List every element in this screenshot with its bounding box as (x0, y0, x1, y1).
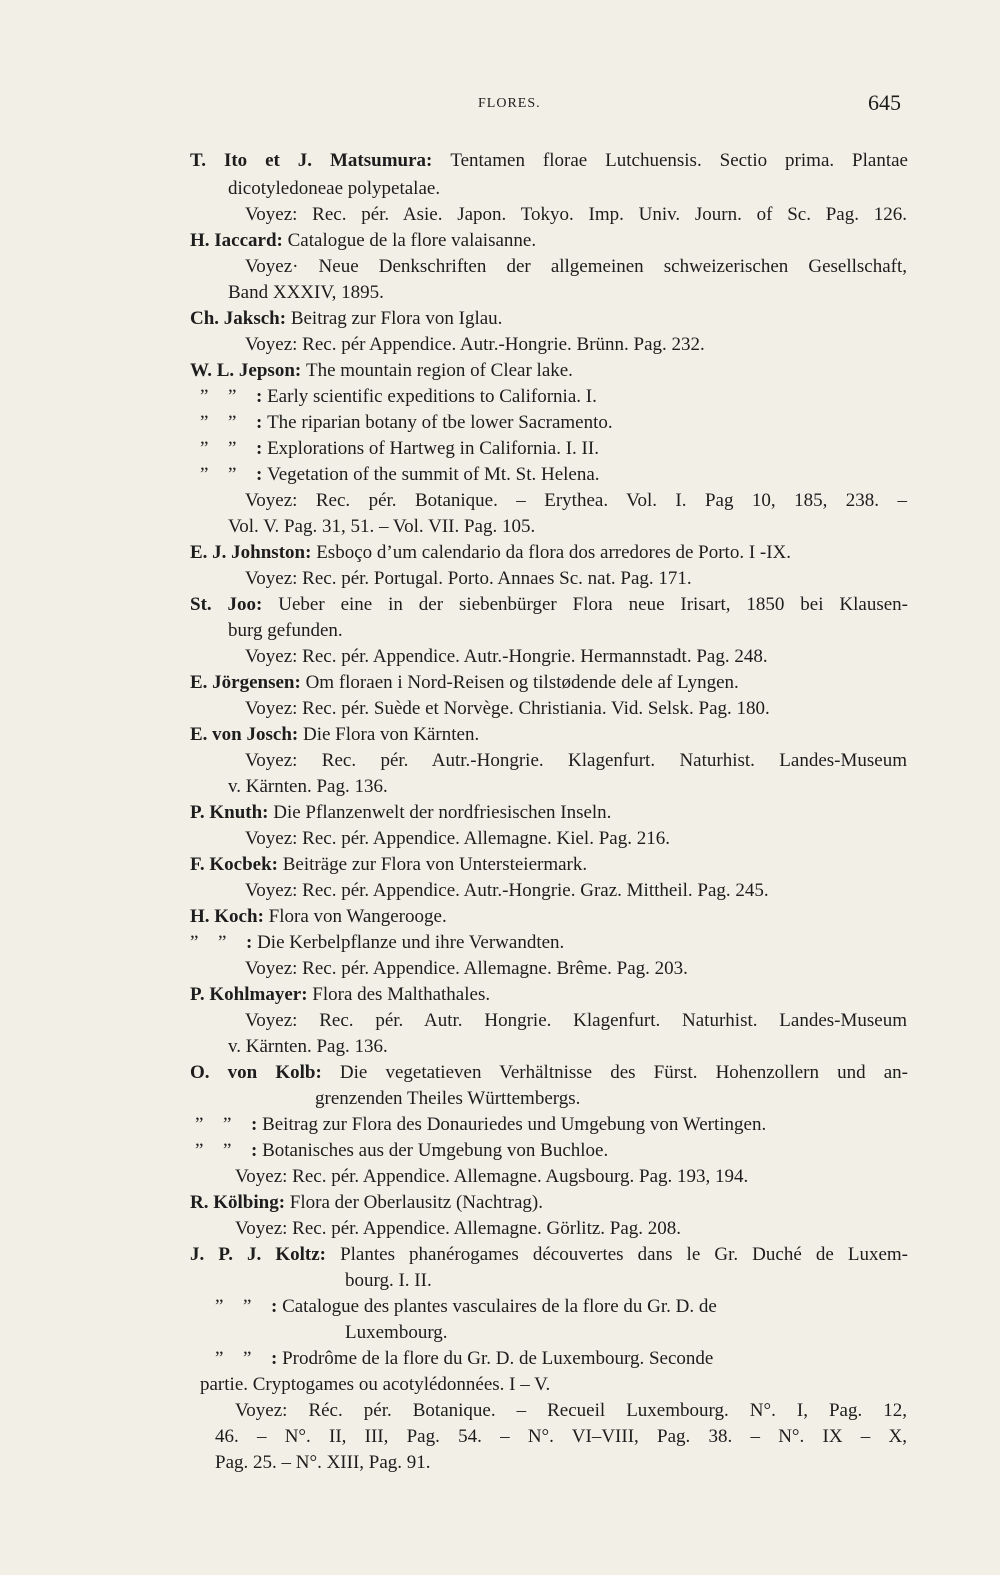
entry-text: Voyez: Rec. pér. Autr. Hongrie. Klagenfurt. Naturhist. Landes-Museum (245, 1010, 907, 1031)
ditto-mark: ” (190, 932, 199, 953)
entry-heading-line (190, 306, 590, 332)
author-name: E. Jörgensen (190, 672, 295, 693)
author-name: Ch. Jaksch (190, 308, 280, 329)
entry-text: v. Kärnten. Pag. 136. (228, 776, 388, 797)
entry-text-line (215, 1294, 907, 1320)
entry-text-line (245, 748, 907, 774)
entry-text: Voyez: Rec. pér. Suède et Norvège. Christiania. Vid. Selsk. Pag. 180. (245, 698, 770, 719)
entry-text: Voyez: Rec. pér. Portugal. Porto. Annaes Sc. nat. Pag. 171. (245, 568, 692, 589)
entry-heading-line (190, 982, 560, 1008)
ditto-mark: ” (228, 412, 237, 433)
entry-text: Prodrôme de la flore du Gr. D. de Luxembourg. Seconde (282, 1348, 714, 1369)
colon-separator: : (256, 438, 268, 459)
colon-separator: : (271, 854, 283, 875)
entry-text: Voyez: Rec. pér. Appendice. Allemagne. Kiel. Pag. 216. (245, 828, 670, 849)
entry-heading-line (190, 1060, 908, 1086)
entry-text: bourg. I. II. (345, 1270, 432, 1291)
entry-heading-line (190, 722, 480, 748)
entry-text: burg gefunden. (228, 620, 343, 641)
entry-text-line (200, 410, 780, 436)
ditto-mark: ” (200, 438, 209, 459)
colon-separator: : (262, 802, 274, 823)
colon-separator: : (278, 1192, 290, 1213)
entry-heading-line (190, 670, 850, 696)
ditto-mark: ” (243, 1348, 252, 1369)
colon-separator: : (271, 1296, 283, 1317)
entry-text: partie. Cryptogames ou acotylédonnées. I – V. (200, 1374, 551, 1395)
author-name: St. Joo (190, 594, 257, 615)
ditto-mark: ” (215, 1296, 224, 1317)
entry-text: Band XXXIV, 1895. (228, 282, 384, 303)
entry-heading-line (190, 1242, 908, 1268)
entry-text: Die Pflanzenwelt der nordfriesischen Inseln. (273, 802, 612, 823)
colon-separator: : (291, 724, 303, 745)
entry-text-line (228, 774, 428, 800)
entry-text: Voyez: Rec. pér. Appendice. Autr.-Hongrie. Graz. Mittheil. Pag. 245. (245, 880, 769, 901)
colon-separator: : (251, 1140, 263, 1161)
colon-separator: : (315, 1062, 340, 1083)
colon-separator: : (271, 1348, 283, 1369)
author-name: R. Kölbing (190, 1192, 279, 1213)
colon-separator: : (256, 594, 279, 615)
entry-text: Voyez: Rec. pér. Asie. Japon. Tokyo. Imp. Univ. Journ. of Sc. Pag. 126. (245, 204, 907, 225)
author-name: P. Knuth (190, 802, 263, 823)
entry-heading-line (190, 852, 660, 878)
author-name: O. von Kolb (190, 1062, 316, 1083)
entry-heading-line (190, 1190, 620, 1216)
entry-text-line (245, 254, 907, 280)
author-name: T. Ito et J. Matsumura (190, 150, 427, 171)
entry-text: dicotyledoneae polypetalae. (228, 178, 441, 199)
author-name: W. L. Jepson (190, 360, 295, 381)
entry-text-line (228, 618, 378, 644)
entry-text: Pag. 25. – N°. XIII, Pag. 91. (215, 1452, 431, 1473)
entry-text-line (245, 566, 805, 592)
entry-heading-line (190, 148, 908, 174)
entry-text-line (200, 462, 760, 488)
entry-text: Die vegetatieven Verhältnisse des Fürst. Hohenzollern und an- (339, 1062, 908, 1083)
entry-text: grenzenden Theiles Württembergs. (315, 1088, 581, 1109)
ditto-mark: ” (228, 464, 237, 485)
entry-text-line (228, 176, 488, 202)
colon-separator: : (276, 230, 288, 251)
ditto-mark: ” (200, 386, 209, 407)
entry-text: Beiträge zur Flora von Untersteiermark. (282, 854, 588, 875)
ditto-mark: ” (223, 1114, 232, 1135)
entry-text-line (245, 202, 907, 228)
entry-text-line (235, 1216, 775, 1242)
ditto-mark: ” (228, 438, 237, 459)
entry-text: Die Flora von Kärnten. (302, 724, 480, 745)
colon-separator: : (319, 1244, 341, 1265)
running-title: FLORES. (478, 96, 541, 111)
page-number: 645 (868, 90, 901, 115)
entry-text-line (245, 696, 879, 722)
entry-text: Catalogue des plantes vasculaires de la flore du Gr. D. de (282, 1296, 717, 1317)
colon-separator: : (251, 1114, 263, 1135)
author-name: F. Kocbek (190, 854, 272, 875)
author-name: H. Iaccard (190, 230, 277, 251)
entry-text-line (245, 488, 907, 514)
entry-text: Voyez: Rec. pér. Botanique. – Erythea. Vol. I. Pag 10, 185, 238. – (245, 490, 907, 511)
colon-separator: : (294, 360, 306, 381)
entry-text: The riparian botany of tbe lower Sacramento. (267, 412, 613, 433)
entry-text: Ueber eine in der siebenbürger Flora neue Irisart, 1850 bei Klausen- (278, 594, 908, 615)
entry-text-line (245, 826, 755, 852)
entry-text-line (200, 1372, 630, 1398)
author-name: H. Koch (190, 906, 258, 927)
entry-text-line (245, 1008, 907, 1034)
entry-text: Voyez: Rec. pér. Appendice. Allemagne. Brême. Pag. 203. (245, 958, 688, 979)
entry-text-line (345, 1268, 465, 1294)
entry-text: Voyez: Rec. pér Appendice. Autr.-Hongrie. Brünn. Pag. 232. (245, 334, 705, 355)
ditto-mark: ” (200, 464, 209, 485)
entry-text-line (315, 1086, 645, 1112)
entry-text-line (215, 1450, 505, 1476)
entry-text: v. Kärnten. Pag. 136. (228, 1036, 388, 1057)
author-name: J. P. J. Koltz (190, 1244, 320, 1265)
entry-text: Flora von Wangerooge. (268, 906, 447, 927)
entry-text-line (200, 384, 720, 410)
entry-text: Vegetation of the summit of Mt. St. Helena. (267, 464, 600, 485)
entry-text: 46. – N°. II, III, Pag. 54. – N°. VI–VIII, Pag. 38. – N°. IX – X, (215, 1426, 907, 1447)
entry-text-line (228, 280, 428, 306)
ditto-mark: ” (195, 1114, 204, 1135)
entry-heading-line (190, 228, 600, 254)
colon-separator: : (301, 984, 313, 1005)
ditto-mark: ” (218, 932, 227, 953)
entry-text-line (235, 1164, 855, 1190)
entry-text: Flora des Malthathales. (312, 984, 491, 1005)
colon-separator: : (305, 542, 317, 563)
entry-text: Voyez: Réc. pér. Botanique. – Recueil Luxembourg. N°. I, Pag. 12, (235, 1400, 907, 1421)
entry-heading-line (190, 904, 510, 930)
entry-text: Esboço d’um calendario da flora dos arredores de Porto. I -IX. (316, 542, 792, 563)
entry-heading-line (190, 358, 650, 384)
colon-separator: : (256, 412, 268, 433)
entry-heading-line (190, 800, 680, 826)
entry-text: Voyez: Rec. pér. Appendice. Autr.-Hongrie. Hermannstadt. Pag. 248. (245, 646, 768, 667)
ditto-mark: ” (228, 386, 237, 407)
entry-heading-line (190, 592, 908, 618)
entry-text-line (195, 1112, 907, 1138)
entry-text: Voyez: Rec. pér. Appendice. Allemagne. Görlitz. Pag. 208. (235, 1218, 682, 1239)
entry-text: Plantes phanérogames découvertes dans le Gr. Duché de Luxem- (340, 1244, 908, 1265)
ditto-mark: ” (215, 1348, 224, 1369)
ditto-mark: ” (195, 1140, 204, 1161)
entry-text: Tentamen florae Lutchuensis. Sectio prima. Plantae (450, 150, 908, 171)
entry-text-line (215, 1424, 907, 1450)
entry-text: Die Kerbelpflanze und ihre Verwandten. (257, 932, 565, 953)
entry-text: Beitrag zur Flora von Iglau. (290, 308, 503, 329)
entry-text-line (190, 930, 660, 956)
ditto-mark: ” (243, 1296, 252, 1317)
entry-heading-line (190, 540, 908, 566)
page-header (0, 90, 1000, 130)
entry-text: Vol. V. Pag. 31, 51. – Vol. VII. Pag. 105. (228, 516, 536, 537)
entry-text-line (228, 1034, 398, 1060)
entry-text-line (245, 956, 775, 982)
entry-text-line (345, 1320, 495, 1346)
entry-text-line (200, 436, 760, 462)
entry-text: Flora der Oberlausitz (Nachtrag). (289, 1192, 544, 1213)
author-name: E. J. Johnston (190, 542, 306, 563)
entry-text-line (245, 644, 877, 670)
entry-text: The mountain region of Clear lake. (305, 360, 573, 381)
entry-text: Explorations of Hartweg in California. I. II. (267, 438, 599, 459)
entry-text-line (235, 1398, 907, 1424)
entry-text-line (245, 332, 805, 358)
entry-text: Early scientific expeditions to California. I. (267, 386, 597, 407)
entry-text: Catalogue de la flore valaisanne. (287, 230, 537, 251)
colon-separator: : (256, 464, 268, 485)
entry-text: Voyez: Rec. pér. Autr.-Hongrie. Klagenfurt. Naturhist. Landes-Museum (245, 750, 907, 771)
author-name: P. Kohlmayer (190, 984, 302, 1005)
author-name: E. von Josch (190, 724, 292, 745)
entry-text: Voyez: Rec. pér. Appendice. Allemagne. Augsbourg. Pag. 193, 194. (235, 1166, 749, 1187)
colon-separator: : (294, 672, 306, 693)
colon-separator: : (279, 308, 291, 329)
entry-text: Beitrag zur Flora des Donauriedes und Umgebung von Wertingen. (262, 1114, 767, 1135)
colon-separator: : (256, 386, 268, 407)
entry-text-line (215, 1346, 907, 1372)
entry-text: Luxembourg. (345, 1322, 448, 1343)
entry-text-line (195, 1138, 715, 1164)
colon-separator: : (246, 932, 258, 953)
entry-text-line (245, 878, 867, 904)
ditto-mark: ” (223, 1140, 232, 1161)
ditto-mark: ” (200, 412, 209, 433)
colon-separator: : (426, 150, 451, 171)
entry-text-line (228, 514, 628, 540)
entry-text: Botanisches aus der Umgebung von Buchloe. (262, 1140, 609, 1161)
entry-text: Om floraen i Nord-Reisen og tilstødende dele af Lyngen. (305, 672, 739, 693)
colon-separator: : (257, 906, 269, 927)
entry-text: Voyez· Neue Denkschriften der allgemeinen schweizerischen Gesellschaft, (245, 256, 907, 277)
